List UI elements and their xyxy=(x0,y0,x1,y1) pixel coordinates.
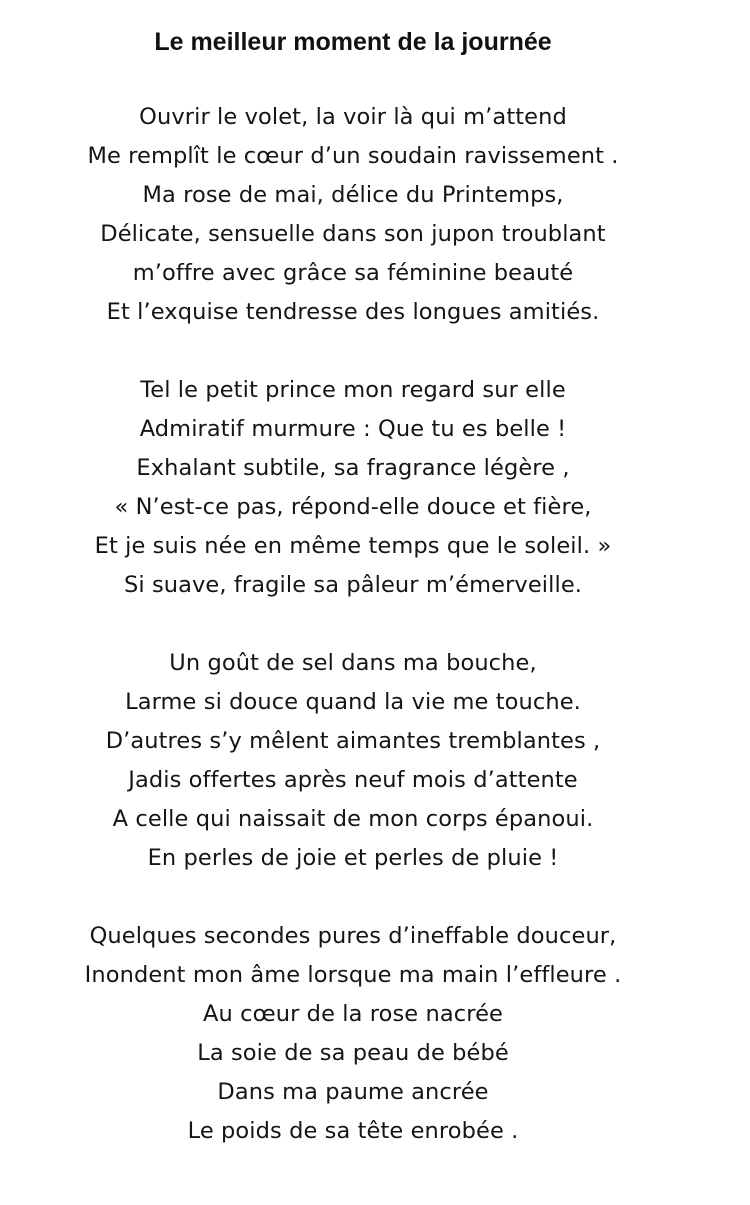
verse-line: Ouvrir le volet, la voir là qui m’attend xyxy=(139,104,567,130)
stanza-2 xyxy=(0,371,706,605)
poem-title: Le meilleur moment de la journée xyxy=(154,28,552,56)
verse-line: Ma rose de mai, délice du Printemps, xyxy=(142,182,564,208)
verse-line: « N’est-ce pas, répond-elle douce et fière, xyxy=(114,494,592,520)
verse-line: Inondent mon âme lorsque ma main l’effleure . xyxy=(84,962,622,988)
stanza-1 xyxy=(0,98,706,332)
verse-line: Exhalant subtile, sa fragrance légère , xyxy=(136,455,570,481)
verse-line: Jadis offertes après neuf mois d’attente xyxy=(128,767,578,793)
verse-line: Un goût de sel dans ma bouche, xyxy=(169,650,537,676)
verse-line: Tel le petit prince mon regard sur elle xyxy=(140,377,566,403)
verse-line: D’autres s’y mêlent aimantes tremblantes , xyxy=(105,728,601,754)
verse-line: A celle qui naissait de mon corps épanoui. xyxy=(112,806,594,832)
verse-line: Délicate, sensuelle dans son jupon troublant xyxy=(100,221,606,247)
verse-line: Et l’exquise tendresse des longues amitiés. xyxy=(106,299,600,325)
poem-body xyxy=(0,98,706,1190)
verse-line: Quelques secondes pures d’ineffable douceur, xyxy=(89,923,617,949)
verse-line: Me remplît le cœur d’un soudain ravissement . xyxy=(87,143,619,169)
verse-line: Larme si douce quand la vie me touche. xyxy=(125,689,581,715)
verse-line: Et je suis née en même temps que le soleil. » xyxy=(94,533,612,559)
stanza-4 xyxy=(0,917,706,1151)
verse-line: En perles de joie et perles de pluie ! xyxy=(147,845,559,871)
verse-line: Si suave, fragile sa pâleur m’émerveille. xyxy=(123,572,583,598)
stanza-3 xyxy=(0,644,706,878)
verse-line: Au cœur de la rose nacrée xyxy=(203,1001,503,1027)
verse-line: La soie de sa peau de bébé xyxy=(197,1040,509,1066)
verse-line: Admiratif murmure : Que tu es belle ! xyxy=(139,416,567,442)
verse-line: Le poids de sa tête enrobée . xyxy=(187,1118,519,1144)
verse-line: m’offre avec grâce sa féminine beauté xyxy=(132,260,574,286)
verse-line: Dans ma paume ancrée xyxy=(217,1079,489,1105)
